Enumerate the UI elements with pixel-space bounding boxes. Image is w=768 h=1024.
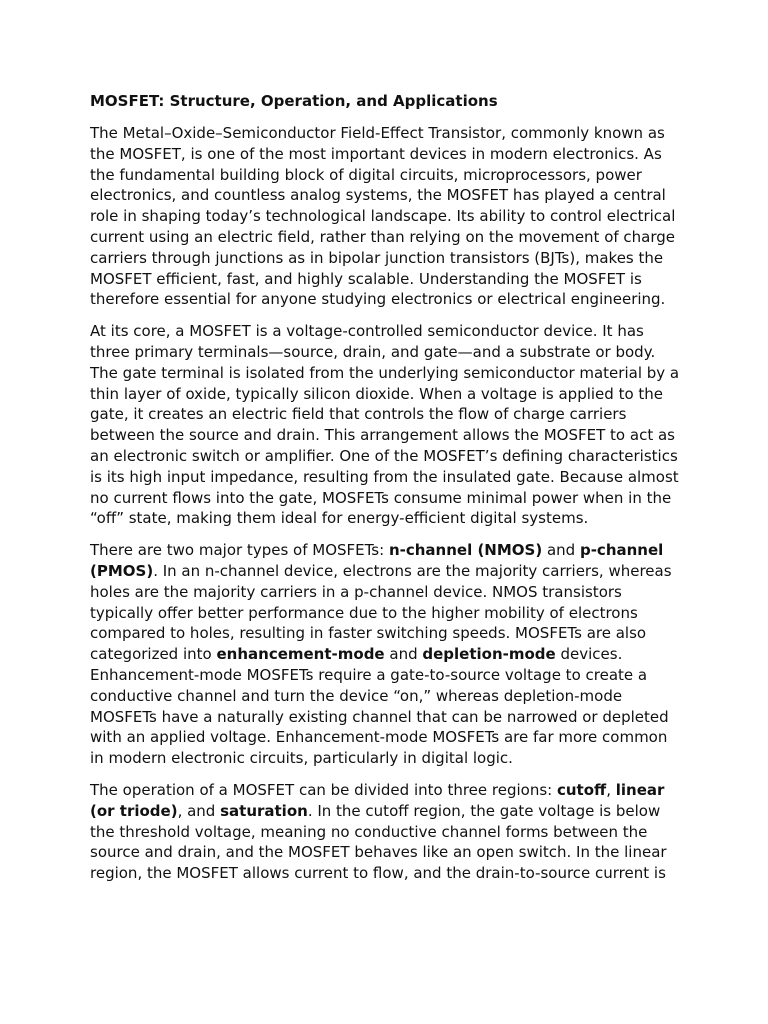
text-run: The operation of a MOSFET can be divided into three regions:: [90, 780, 557, 799]
document-page: [90, 90, 682, 895]
text-run: . In an n-channel device, electrons are the majority carriers, whereas holes are the majority carriers in a p-channel device. NMOS transistors typically offer better performance due to the higher mobility of electrons compared to holes, resulting in faster switching speeds. MOSFETs are also categorized into: [90, 561, 672, 664]
text-run: ,: [606, 780, 616, 799]
text-run: , and: [177, 801, 221, 820]
text-run: and: [542, 541, 580, 560]
term-nmos: n-channel (NMOS): [388, 541, 543, 560]
document-title: MOSFET: Structure, Operation, and Applications: [90, 92, 498, 110]
paragraph-intro: The Metal–Oxide–Semiconductor Field-Effect Transistor, commonly known as the MOSFET, is one of the most important devices in modern electronics. As the fundamental building block of digital circuits, microprocessors, power electronics, and countless analog systems, the MOSFET has played a central role in shaping today’s technological landscape. Its ability to control electrical current using an electric field, rather than relying on the movement of charge carriers through junctions as in bipolar junction transistors (BJTs), makes the MOSFET efficient, fast, and highly scalable. Understanding the MOSFET is therefore essential for anyone studying electronics or electrical engineering.: [90, 124, 676, 309]
term-saturation: saturation: [220, 801, 308, 820]
paragraph-types: [90, 540, 682, 769]
text-run: . In the cutoff region, the gate voltage is below the threshold voltage, meaning no conductive channel forms between the source and drain, and the MOSFET behaves like an open switch. In the linear region, the MOSFET allows current to flow, and the drain-to-source current is: [90, 801, 667, 883]
text-run: devices. Enhancement-mode MOSFETs require a gate-to-source voltage to create a conductive channel and turn the device “on,” whereas depletion-mode MOSFETs have a naturally existing channel that can be narrowed or depleted with an applied voltage. Enhancement-mode MOSFETs are far more common in modern electronic circuits, particularly in digital logic.: [90, 645, 669, 768]
term-cutoff: cutoff: [556, 780, 607, 799]
term-depletion-mode: depletion-mode: [422, 645, 556, 664]
paragraph-operation: [90, 780, 682, 884]
term-pmos: p-channel (PMOS): [90, 541, 664, 580]
text-run: and: [384, 645, 423, 664]
text-run: There are two major types of MOSFETs:: [90, 541, 389, 560]
paragraph-structure: At its core, a MOSFET is a voltage-controlled semiconductor device. It has three primary terminals—source, drain, and gate—and a substrate or body. The gate terminal is isolated from the underlying semiconductor material by a thin layer of oxide, typically silicon dioxide. When a voltage is applied to the gate, it creates an electric field that controls the flow of charge carriers between the source and drain. This arrangement allows the MOSFET to act as an electronic switch or amplifier. One of the MOSFET’s defining characteristics is its high input impedance, resulting from the insulated gate. Because almost no current flows into the gate, MOSFETs consume minimal power when in the “off” state, making them ideal for energy-efficient digital systems.: [90, 322, 680, 528]
term-linear: linear (or triode): [90, 780, 665, 820]
term-enhancement-mode: enhancement-mode: [216, 645, 385, 664]
